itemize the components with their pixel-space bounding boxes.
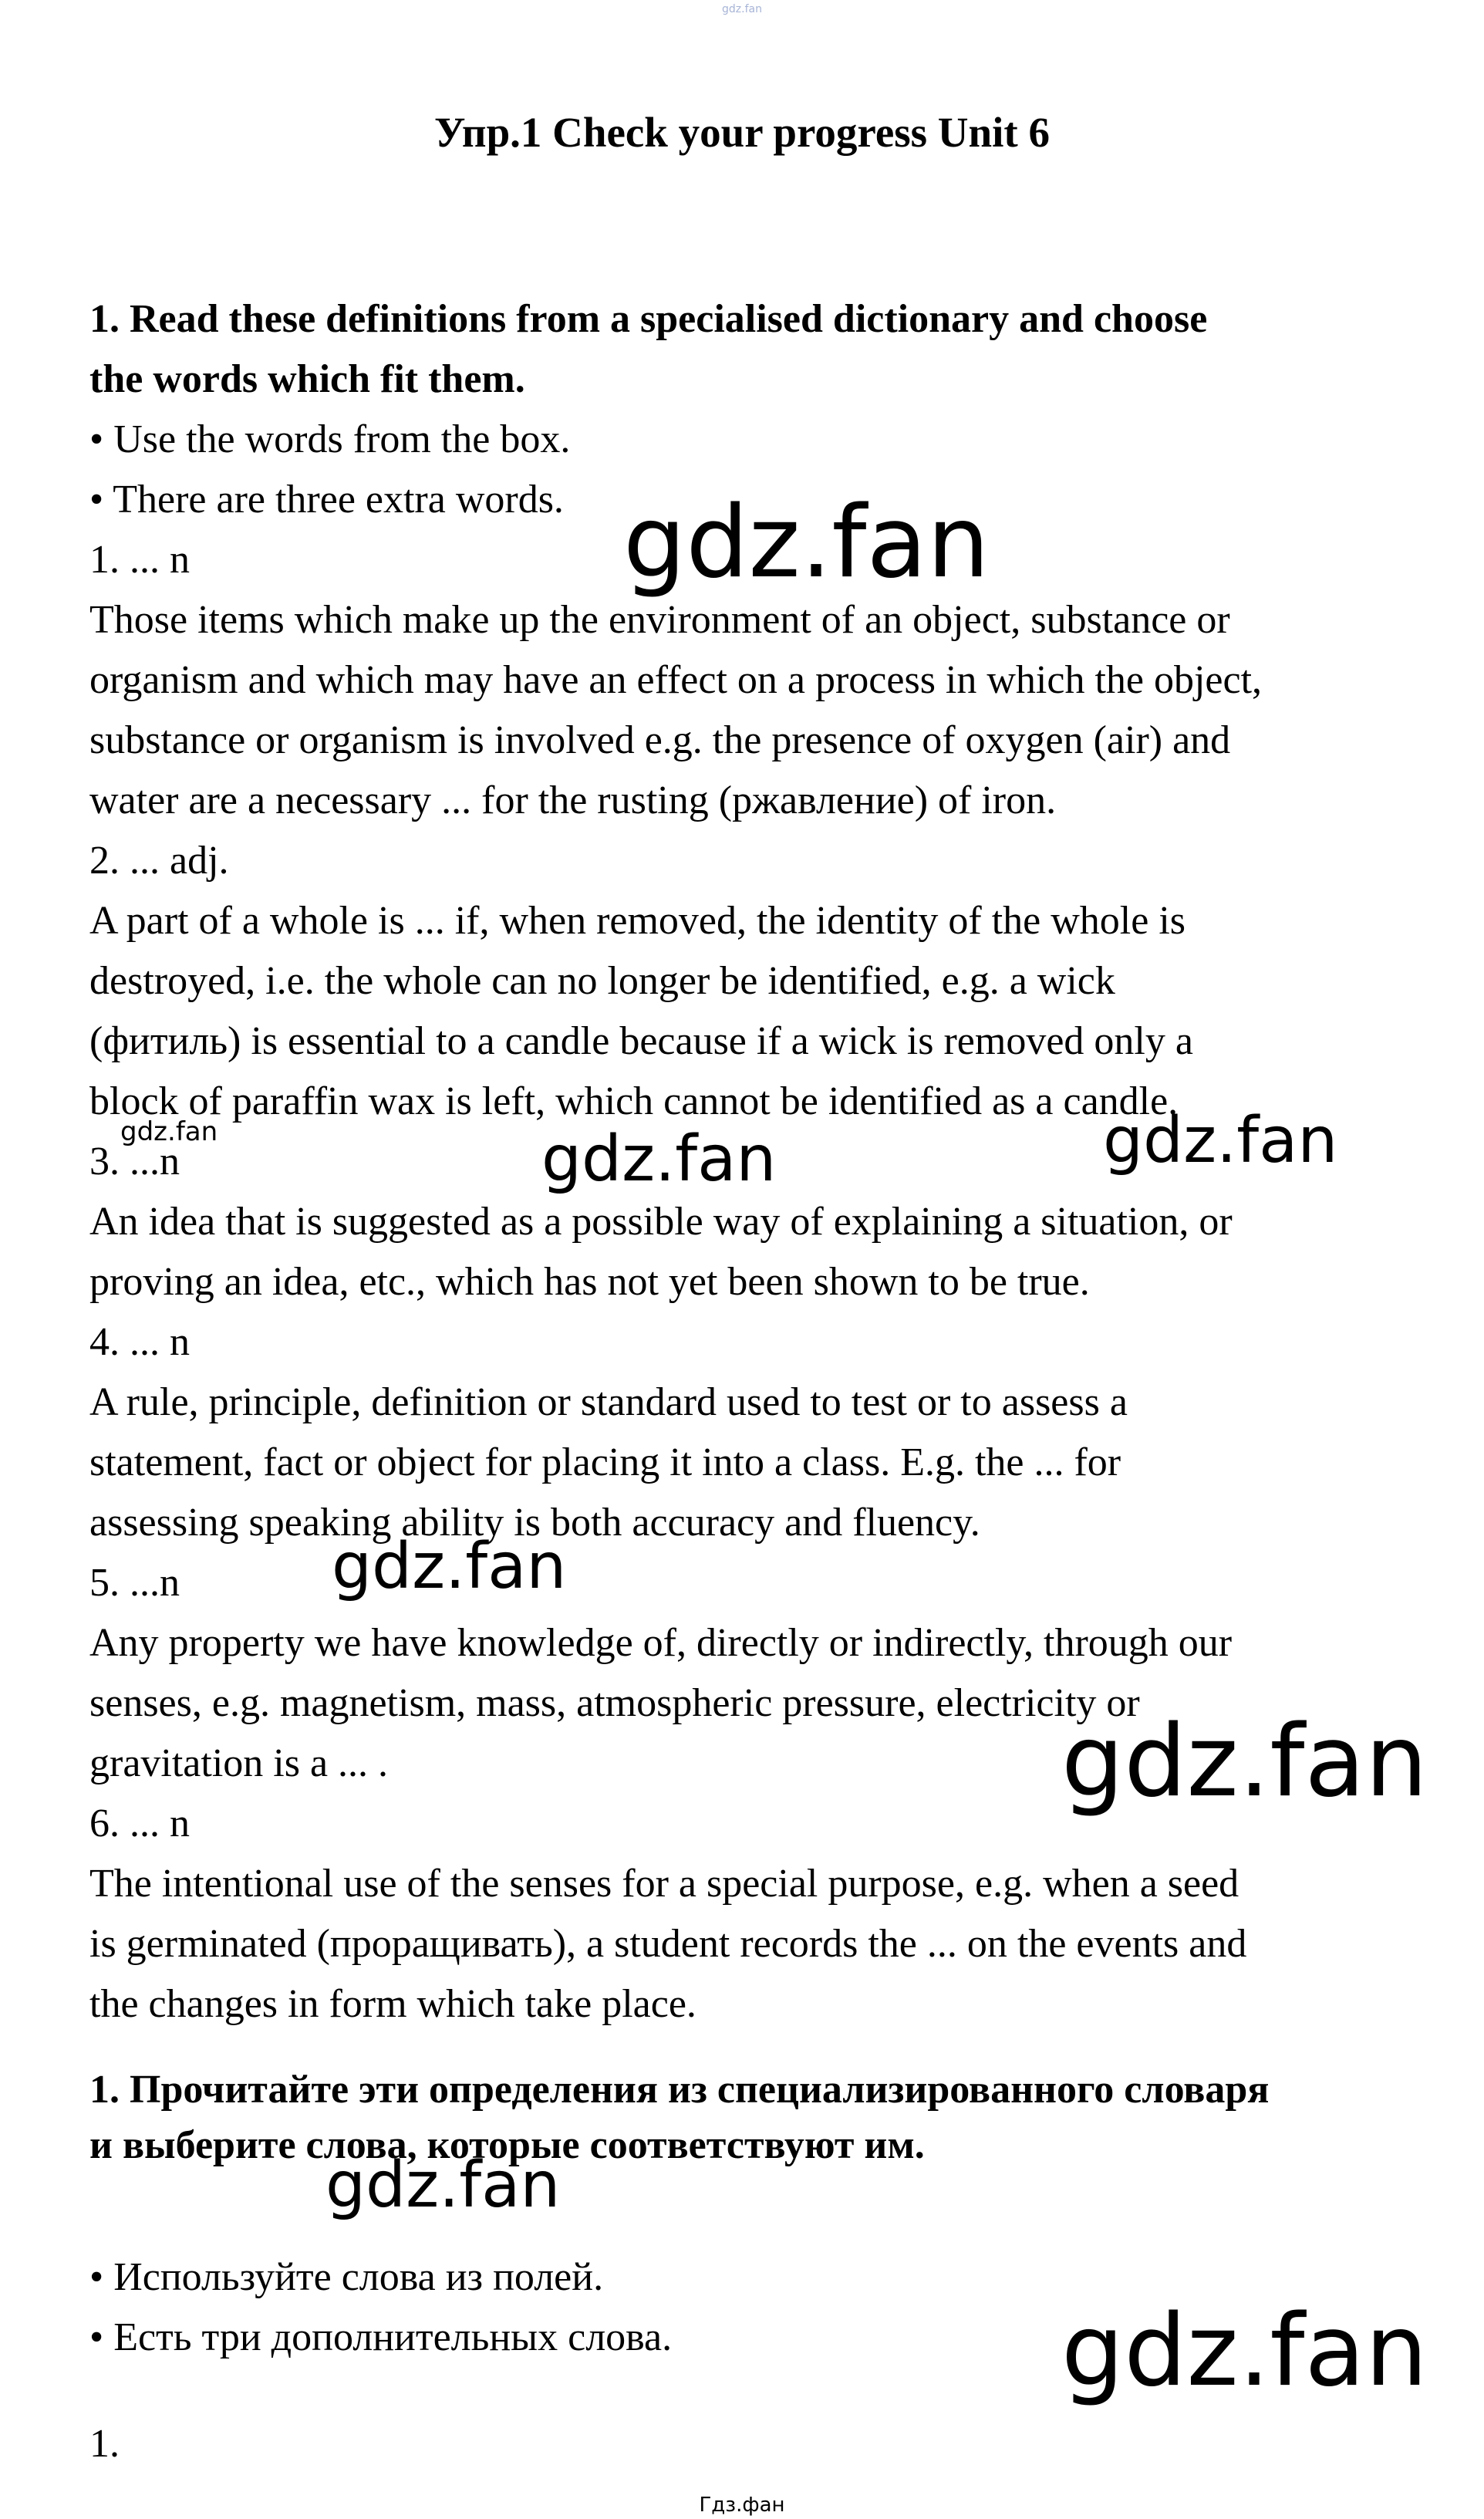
site-mark: gdz.fan bbox=[722, 3, 762, 15]
item-definition: block of paraffin wax is left, which cannot be identified as a candle. bbox=[89, 1079, 1179, 1123]
item-definition: destroyed, i.e. the whole can no longer be identified, e.g. a wick bbox=[89, 959, 1115, 1003]
item-definition: substance or organism is involved e.g. the presence of oxygen (air) and bbox=[89, 718, 1231, 762]
item-definition: water are a necessary ... for the rusting (ржавление) of iron. bbox=[89, 778, 1057, 822]
item-label: 3. ...n bbox=[89, 1140, 180, 1184]
item-definition: assessing speaking ability is both accuracy and fluency. bbox=[89, 1501, 980, 1545]
item-definition: organism and which may have an effect on a process in which the object, bbox=[89, 658, 1263, 702]
task-heading-en: the words which fit them. bbox=[89, 357, 525, 401]
item-definition: A part of a whole is ... if, when removed, the identity of the whole is bbox=[89, 899, 1186, 943]
watermark: gdz.fan bbox=[1061, 2294, 1428, 2409]
watermark: gdz.fan bbox=[120, 1116, 218, 1147]
instruction-ru: • Есть три дополнительных слова. bbox=[89, 2315, 673, 2359]
watermark: gdz.fan bbox=[1103, 1104, 1338, 1177]
item-label: 4. ... n bbox=[89, 1320, 190, 1364]
task-heading-en: 1. Read these definitions from a specialised dictionary and choose bbox=[89, 297, 1208, 341]
watermark: gdz.fan bbox=[1061, 1704, 1428, 1819]
item-definition: Those items which make up the environment of an object, substance or bbox=[89, 598, 1230, 642]
item-definition: senses, e.g. magnetism, mass, atmospheric pressure, electricity or bbox=[89, 1681, 1140, 1725]
item-definition: (фитиль) is essential to a candle because if a wick is removed only a bbox=[89, 1019, 1193, 1063]
task-heading-ru: и выберите слова, которые соответствуют им. bbox=[89, 2123, 925, 2167]
item-label: 1. ... n bbox=[89, 538, 190, 582]
item-label: 5. ...n bbox=[89, 1561, 180, 1605]
item-definition: gravitation is a ... . bbox=[89, 1741, 389, 1785]
instruction-ru: • Используйте слова из полей. bbox=[89, 2255, 604, 2299]
page-title: Упр.1 Check your progress Unit 6 bbox=[434, 109, 1050, 156]
item-label: 6. ... n bbox=[89, 1801, 190, 1845]
item-definition: The intentional use of the senses for a special purpose, e.g. when a seed bbox=[89, 1862, 1239, 1906]
item-definition: proving an idea, etc., which has not yet been shown to be true. bbox=[89, 1260, 1090, 1304]
item-label: 2. ... adj. bbox=[89, 839, 229, 883]
watermark: gdz.fan bbox=[623, 485, 990, 600]
item-definition: An idea that is suggested as a possible way of explaining a situation, or bbox=[89, 1200, 1233, 1244]
task-heading-ru: 1. Прочитайте эти определения из специализированного словаря bbox=[89, 2068, 1270, 2112]
watermark: gdz.fan bbox=[541, 1123, 777, 1196]
item-definition: the changes in form which take place. bbox=[89, 1982, 696, 2026]
instruction: • There are three extra words. bbox=[89, 478, 564, 522]
item-label-ru: 1. bbox=[89, 2422, 120, 2466]
item-definition: Any property we have knowledge of, directly or indirectly, through our bbox=[89, 1621, 1233, 1665]
instruction: • Use the words from the box. bbox=[89, 417, 571, 461]
watermark: gdz.fan bbox=[325, 2149, 561, 2222]
footer-mark: Гдз.фан bbox=[699, 2494, 785, 2517]
exercise-content bbox=[89, 289, 1447, 2474]
item-definition: is germinated (проращивать), a student records the ... on the events and bbox=[89, 1922, 1247, 1966]
watermark: gdz.fan bbox=[332, 1530, 567, 1603]
item-definition: statement, fact or object for placing it into a class. E.g. the ... for bbox=[89, 1440, 1121, 1484]
item-definition: A rule, principle, definition or standard used to test or to assess a bbox=[89, 1380, 1128, 1424]
